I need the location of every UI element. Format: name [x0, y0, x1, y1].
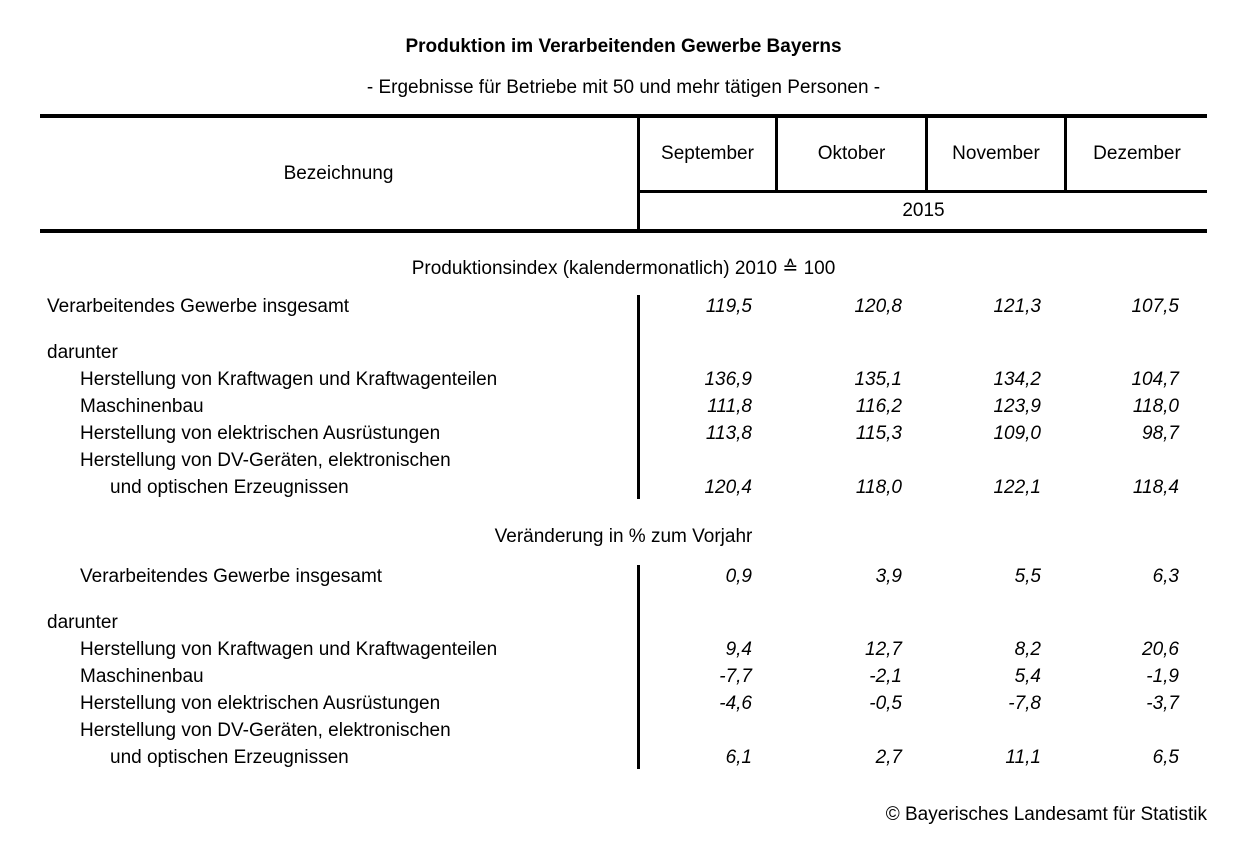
- table-row: [40, 636, 1207, 663]
- table-row: [40, 609, 1207, 636]
- table-row: [40, 366, 1207, 393]
- cell-november: 134,2: [993, 368, 1041, 390]
- cell-oktober: -0,5: [869, 692, 902, 714]
- table-row: [40, 393, 1207, 420]
- cell-september: 136,9: [704, 368, 752, 390]
- table-row: [40, 744, 1207, 771]
- section-heading-produktionsindex: Produktionsindex (kalendermonatlich) 2010 ≙ 100: [411, 258, 836, 279]
- cell-dezember: 20,6: [1142, 638, 1179, 660]
- table-row: [40, 690, 1207, 717]
- cell-september: 120,4: [704, 476, 752, 498]
- cell-september: 119,5: [705, 295, 752, 317]
- cell-september: -4,6: [719, 692, 752, 714]
- cell-oktober: 135,1: [854, 368, 902, 390]
- column-header-bezeichnung: Bezeichnung: [283, 162, 394, 184]
- row-label: Verarbeitendes Gewerbe insgesamt: [47, 295, 350, 317]
- table-row: [40, 717, 1207, 744]
- cell-dezember: 107,5: [1131, 295, 1179, 317]
- cell-september: -7,7: [719, 665, 752, 687]
- cell-dezember: 118,0: [1132, 395, 1179, 417]
- row-label: Herstellung von DV-Geräten, elektronischen: [80, 449, 451, 471]
- cell-september: 0,9: [725, 565, 752, 587]
- month-header-row: [640, 118, 1207, 193]
- cell-november: 5,5: [1014, 565, 1041, 587]
- table-row: [40, 563, 1207, 590]
- table-row: [40, 474, 1207, 501]
- cell-november: 121,3: [993, 295, 1041, 317]
- row-label: Herstellung von DV-Geräten, elektronischen: [80, 719, 451, 741]
- row-label: Maschinenbau: [80, 665, 204, 687]
- cell-september: 9,4: [725, 638, 752, 660]
- row-label: und optischen Erzeugnissen: [110, 476, 349, 498]
- table-row: [40, 663, 1207, 690]
- row-label: darunter: [47, 341, 118, 363]
- cell-november: 122,1: [993, 476, 1041, 498]
- cell-oktober: 3,9: [875, 565, 902, 587]
- column-header-dezember: Dezember: [1093, 143, 1181, 164]
- column-header-november: November: [928, 118, 1067, 190]
- table-header: [40, 114, 1207, 233]
- row-label: Herstellung von Kraftwagen und Kraftwagenteilen: [80, 368, 498, 390]
- row-label: Herstellung von elektrischen Ausrüstungen: [80, 422, 441, 444]
- cell-dezember: 6,3: [1152, 565, 1179, 587]
- table-row: [40, 420, 1207, 447]
- cell-november: 5,4: [1014, 665, 1041, 687]
- cell-november: -7,8: [1008, 692, 1041, 714]
- row-label: Herstellung von Kraftwagen und Kraftwagenteilen: [80, 638, 498, 660]
- cell-oktober: -2,1: [869, 665, 902, 687]
- row-label: darunter: [47, 611, 118, 633]
- cell-september: 113,8: [705, 422, 752, 444]
- section-veraenderung: [40, 563, 1207, 771]
- row-label: Verarbeitendes Gewerbe insgesamt: [80, 565, 383, 587]
- cell-november: 109,0: [993, 422, 1041, 444]
- cell-dezember: -1,9: [1146, 665, 1179, 687]
- section-produktionsindex: [40, 293, 1207, 501]
- row-label: und optischen Erzeugnissen: [110, 746, 349, 768]
- month-header-group: [637, 118, 1207, 229]
- row-label: Herstellung von elektrischen Ausrüstungen: [80, 692, 441, 714]
- page-title: Produktion im Verarbeitenden Gewerbe Bayerns: [405, 36, 842, 57]
- page-subtitle: - Ergebnisse für Betriebe mit 50 und mehr tätigen Personen -: [366, 77, 881, 98]
- column-divider: [637, 565, 640, 769]
- cell-dezember: -3,7: [1146, 692, 1179, 714]
- column-header-oktober: Oktober: [778, 118, 928, 190]
- cell-oktober: 118,0: [855, 476, 902, 498]
- copyright-notice: © Bayerisches Landesamt für Statistik: [885, 804, 1207, 825]
- column-divider: [637, 295, 640, 499]
- table-row: [40, 339, 1207, 366]
- cell-oktober: 115,3: [855, 422, 902, 444]
- cell-september: 111,8: [707, 395, 752, 417]
- cell-dezember: 6,5: [1152, 746, 1179, 768]
- table-row: [40, 293, 1207, 320]
- cell-dezember: 104,7: [1131, 368, 1179, 390]
- row-label: Maschinenbau: [80, 395, 204, 417]
- cell-dezember: 98,7: [1142, 422, 1179, 444]
- cell-november: 11,1: [1005, 746, 1041, 768]
- table-row: [40, 447, 1207, 474]
- cell-oktober: 116,2: [855, 395, 902, 417]
- column-header-september: September: [640, 118, 778, 190]
- cell-oktober: 12,7: [865, 638, 902, 660]
- cell-november: 123,9: [993, 395, 1041, 417]
- year-header: 2015: [902, 200, 945, 221]
- cell-dezember: 118,4: [1132, 476, 1179, 498]
- section-heading-veraenderung: Veränderung in % zum Vorjahr: [494, 526, 753, 547]
- cell-oktober: 2,7: [875, 746, 902, 768]
- cell-november: 8,2: [1014, 638, 1041, 660]
- cell-september: 6,1: [725, 746, 752, 768]
- cell-oktober: 120,8: [854, 295, 902, 317]
